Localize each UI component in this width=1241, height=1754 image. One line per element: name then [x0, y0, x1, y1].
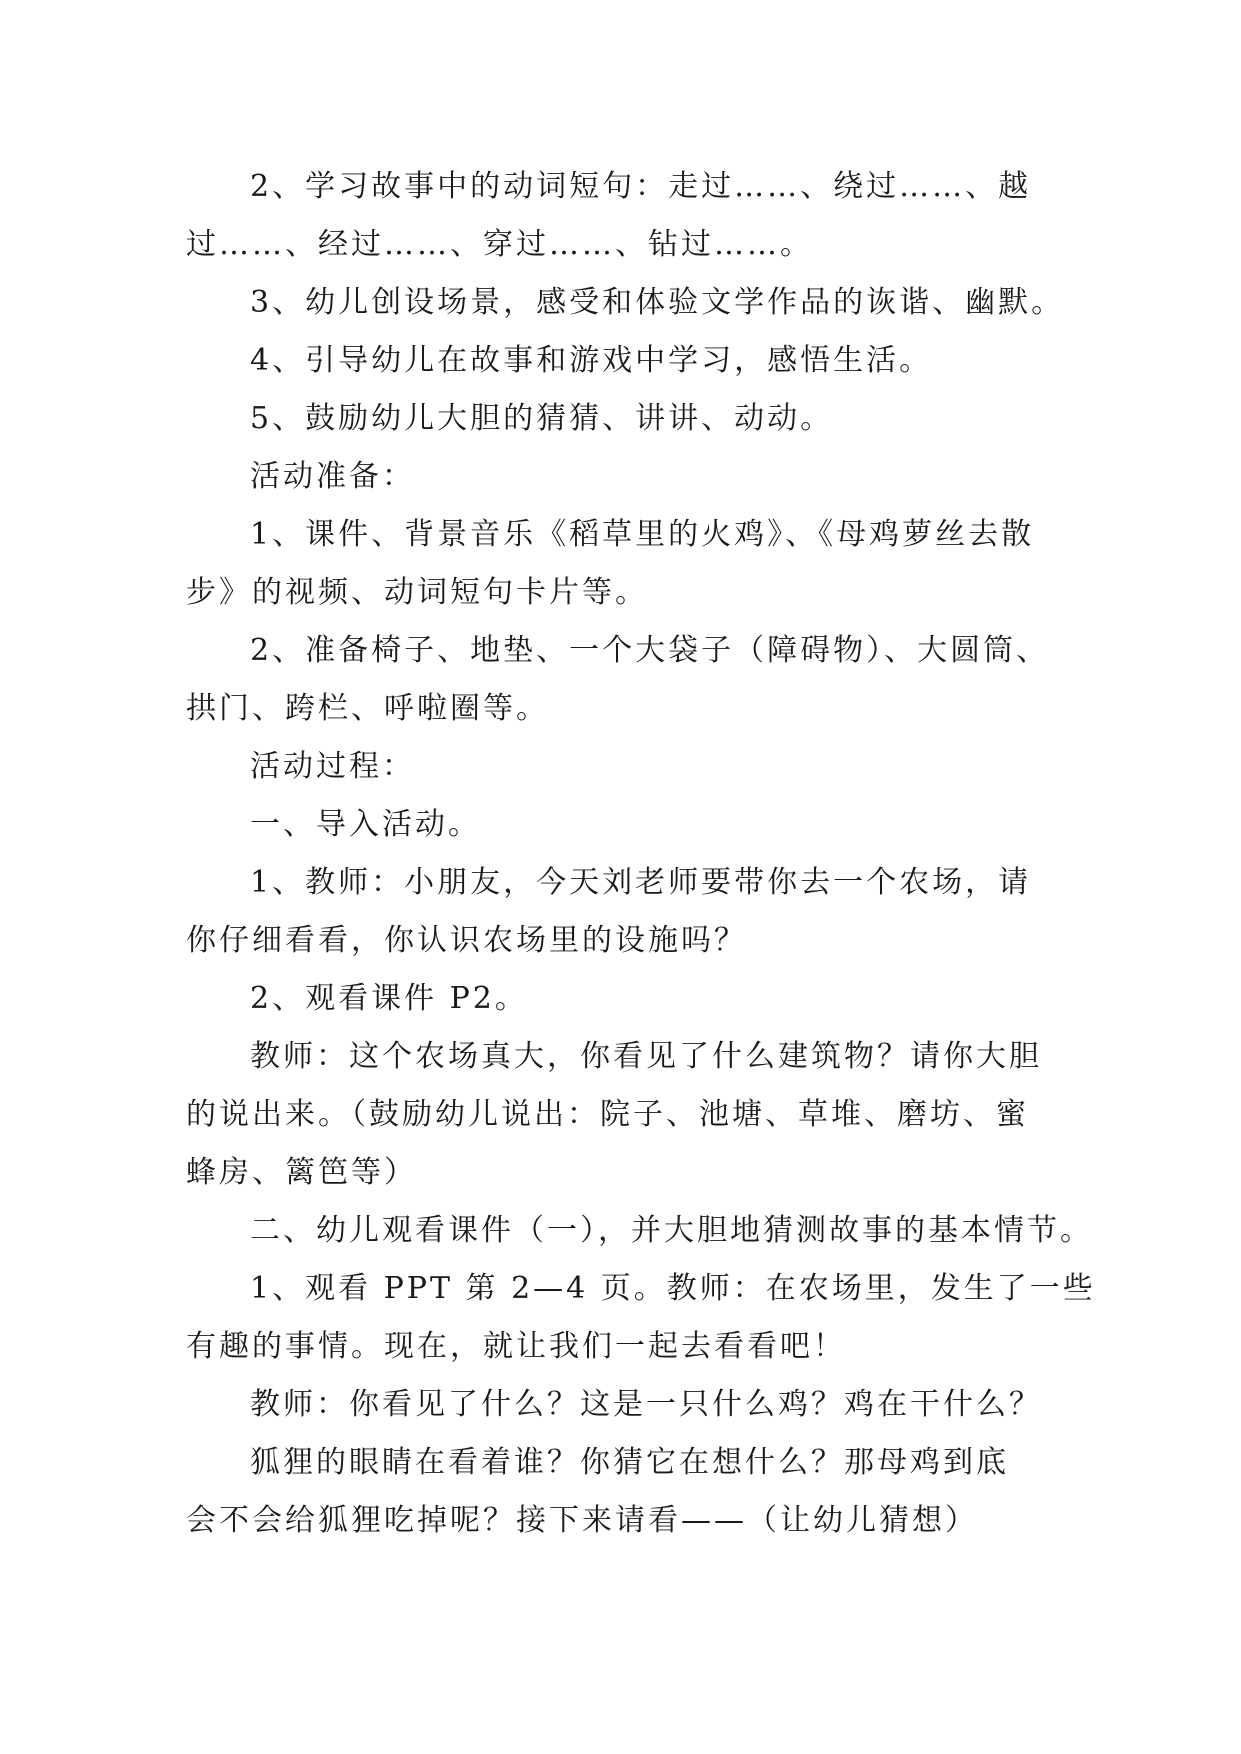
- text-line: 步》的视频、动词短句卡片等。: [186, 575, 648, 610]
- text-line: 蜂房、篱笆等）: [186, 1155, 417, 1190]
- text-line: 4、引导幼儿在故事和游戏中学习，感悟生活。: [250, 343, 933, 378]
- text-line: 活动准备：: [250, 459, 415, 494]
- text-line: 活动过程：: [250, 749, 415, 784]
- text-line: 会不会给狐狸吃掉呢？接下来请看——（让幼儿猜想）: [186, 1503, 978, 1538]
- text-line: 1、课件、背景音乐《稻草里的火鸡》、《母鸡萝丝去散: [250, 517, 1035, 552]
- text-line: 教师：这个农场真大，你看见了什么建筑物？请你大胆: [250, 1039, 1042, 1074]
- text-line: 2、观看课件 P2。: [250, 981, 528, 1016]
- text-line: 过……、经过……、穿过……、钻过……。: [186, 227, 813, 262]
- text-line: 一、导入活动。: [250, 807, 481, 842]
- text-line: 3、幼儿创设场景，感受和体验文学作品的诙谐、幽默。: [250, 285, 1065, 320]
- text-line: 你仔细看看，你认识农场里的设施吗？: [186, 923, 747, 958]
- text-line: 有趣的事情。现在，就让我们一起去看看吧！: [186, 1329, 846, 1364]
- text-line: 2、准备椅子、地垫、一个大袋子（障碍物）、大圆筒、: [250, 633, 1050, 668]
- text-line: 狐狸的眼睛在看着谁？你猜它在想什么？那母鸡到底: [250, 1445, 1009, 1480]
- text-line: 2、学习故事中的动词短句：走过……、绕过……、越: [250, 169, 1032, 204]
- text-line: 1、观看 PPT 第 2—4 页。教师：在农场里，发生了一些: [250, 1271, 1096, 1306]
- text-line: 拱门、跨栏、呼啦圈等。: [186, 691, 549, 726]
- text-line: 1、教师：小朋友，今天刘老师要带你去一个农场，请: [250, 865, 1032, 900]
- text-line: 二、幼儿观看课件（一），并大胆地猜测故事的基本情节。: [250, 1213, 1093, 1248]
- text-line: 5、鼓励幼儿大胆的猜猜、讲讲、动动。: [250, 401, 834, 436]
- document-body: [186, 158, 1096, 1550]
- text-line: 的说出来。（鼓励幼儿说出：院子、池塘、草堆、磨坊、蜜: [186, 1097, 1029, 1132]
- text-line: 教师：你看见了什么？这是一只什么鸡？鸡在干什么？: [250, 1387, 1042, 1422]
